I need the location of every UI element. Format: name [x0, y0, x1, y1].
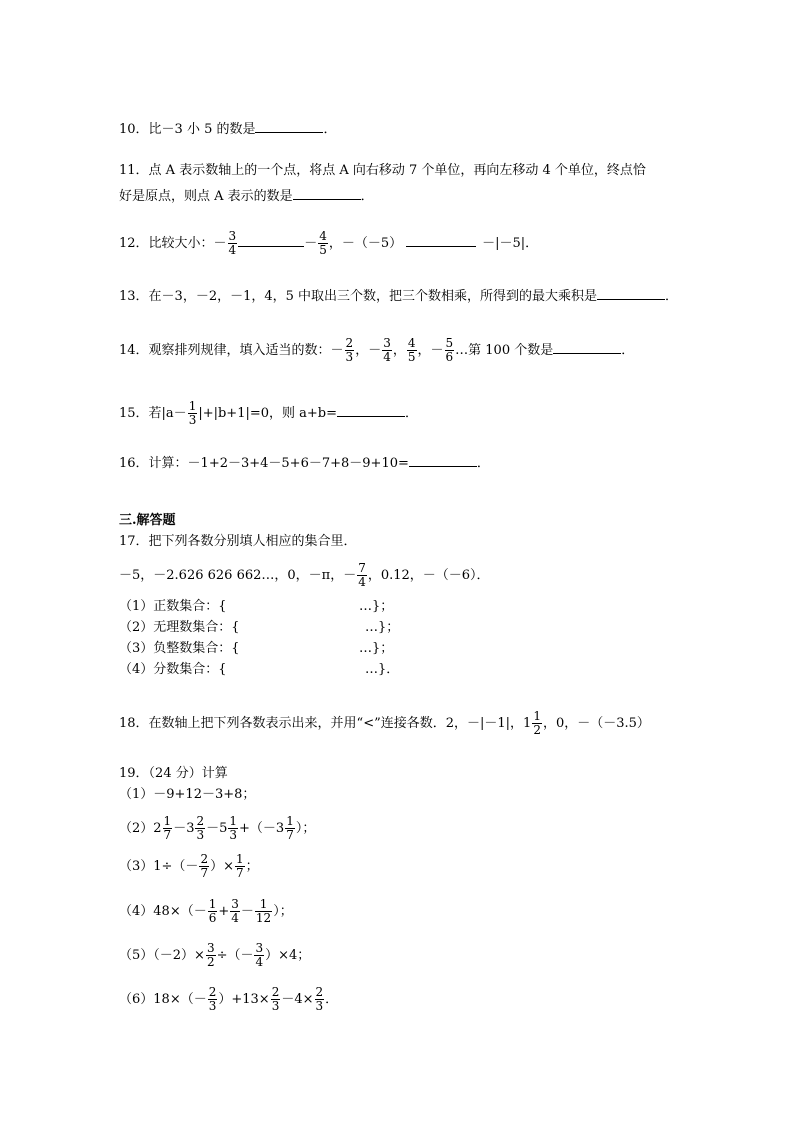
text-segment: －4× — [281, 992, 314, 1007]
question-11-line1: 11．点 A 表示数轴上的一个点，将点 A 向右移动 7 个单位，再向左移动 4 个单位，终点恰 — [119, 163, 646, 178]
text-segment: ． — [405, 406, 419, 421]
denominator: 3 — [345, 350, 354, 364]
numerator: 2 — [200, 852, 209, 866]
question-15 — [119, 400, 418, 427]
text-segment: －|－5|． — [482, 236, 539, 251]
text-segment: + — [218, 904, 230, 919]
text-segment: （3）1÷（－ — [119, 859, 199, 874]
denominator: 7 — [286, 828, 294, 842]
denominator: 2 — [206, 955, 215, 969]
denominator: 7 — [200, 866, 209, 880]
denominator: 4 — [358, 575, 366, 589]
answer-blank — [553, 339, 621, 354]
question-14 — [119, 337, 634, 364]
fraction — [195, 815, 205, 842]
numerator: 2 — [271, 985, 280, 999]
denominator: 4 — [255, 955, 264, 969]
answer-blank — [293, 185, 361, 200]
question-11-line2 — [119, 185, 374, 206]
question-17-numbers — [119, 562, 490, 589]
text-segment: － — [240, 904, 254, 919]
calc-1: （1）－9+12－3+8； — [119, 787, 256, 802]
numerator: 4 — [319, 229, 327, 243]
text-segment: ，－（－5） — [328, 236, 403, 251]
question-12 — [119, 230, 538, 257]
set-irrational — [119, 619, 399, 637]
answer-blank — [238, 232, 304, 247]
text-segment: ，－ — [355, 343, 382, 358]
denominator: 3 — [188, 413, 197, 427]
denominator: 4 — [231, 911, 239, 925]
numerator: 3 — [206, 941, 215, 955]
section-heading: 三.解答题 — [119, 513, 176, 528]
denominator: 3 — [196, 828, 205, 842]
fraction — [271, 986, 281, 1013]
text-segment: 14．观察排列规律，填入适当的数：－ — [119, 343, 344, 358]
fraction — [199, 853, 209, 880]
numerator: 2 — [196, 814, 205, 828]
numerator: 1 — [188, 399, 197, 413]
denominator: 2 — [533, 723, 541, 737]
text-segment: ÷（－ — [216, 948, 254, 963]
fraction — [228, 230, 238, 257]
text-segment: （4）48×（－ — [119, 904, 207, 919]
calc-2 — [119, 815, 315, 842]
text-segment: 15．若|a－ — [119, 406, 187, 421]
numerator: 3 — [228, 229, 237, 243]
fraction — [285, 815, 295, 842]
text-segment: ）+13× — [218, 992, 270, 1007]
fraction — [228, 815, 238, 842]
denominator: 5 — [407, 350, 416, 364]
fraction — [254, 942, 264, 969]
denominator: 3 — [208, 999, 217, 1013]
numerator: 1 — [533, 709, 541, 723]
text-segment: （6）18×（－ — [119, 992, 207, 1007]
answer-blank — [406, 232, 476, 247]
numerator: 1 — [259, 897, 268, 911]
denominator: 4 — [228, 243, 237, 257]
fraction — [407, 337, 417, 364]
denominator: 6 — [208, 911, 217, 925]
numerator: 3 — [383, 336, 391, 350]
text-segment: …}． — [365, 662, 400, 677]
text-segment: …}； — [365, 620, 400, 635]
numerator: 3 — [231, 897, 239, 911]
numerator: 2 — [345, 336, 354, 350]
numerator: 2 — [208, 985, 217, 999]
denominator: 3 — [229, 828, 238, 842]
set-fraction — [119, 661, 399, 679]
answer-blank — [337, 402, 405, 417]
text-segment: （2）2 — [119, 821, 162, 836]
question-19-title: 19．（24 分）计算 — [119, 766, 228, 781]
numerator: 3 — [255, 941, 264, 955]
fraction — [382, 337, 392, 364]
fraction — [230, 898, 240, 925]
question-17-title: 17．把下列各数分别填人相应的集合里． — [119, 534, 357, 549]
numerator: 7 — [358, 561, 366, 575]
denominator: 3 — [315, 999, 324, 1013]
answer-blank — [255, 118, 323, 133]
numerator: 5 — [445, 336, 454, 350]
text-segment: 12．比较大小：－ — [119, 236, 227, 251]
text-segment: ，－ — [417, 343, 444, 358]
numerator: 2 — [315, 985, 324, 999]
question-10 — [119, 118, 337, 139]
text-segment: ； — [245, 859, 259, 874]
numerator: 1 — [208, 897, 217, 911]
denominator: 3 — [271, 999, 280, 1013]
text-segment: 16．计算：－1+2－3+4－5+6－7+8－9+10= — [119, 456, 409, 471]
text-segment: ． — [476, 456, 490, 471]
calc-3 — [119, 853, 259, 880]
calc-5 — [119, 942, 310, 969]
fraction — [532, 710, 542, 737]
fraction — [255, 898, 272, 925]
fraction — [208, 986, 218, 1013]
numerator: 1 — [286, 814, 294, 828]
text-segment: －5 — [206, 821, 228, 836]
denominator: 5 — [319, 243, 327, 257]
text-segment: …第 100 个数是 — [455, 343, 554, 358]
text-segment: |+|b+1|=0，则 a+b= — [198, 406, 337, 421]
numerator: 4 — [407, 336, 416, 350]
text-segment: ， — [392, 343, 406, 358]
answer-blank — [597, 285, 665, 300]
numerator: 1 — [235, 852, 244, 866]
denominator: 7 — [235, 866, 244, 880]
denominator: 12 — [255, 911, 272, 925]
fraction — [208, 898, 218, 925]
denominator: 4 — [383, 350, 391, 364]
text-segment: ，0.12，－（－6）． — [367, 568, 490, 583]
question-18 — [119, 710, 650, 737]
fraction — [163, 815, 173, 842]
text-segment: 好是原点，则点 A 表示的数是 — [119, 189, 293, 204]
text-segment: 10．比－3 小 5 的数是 — [119, 122, 256, 137]
text-segment: ）×4； — [265, 948, 311, 963]
calc-4 — [119, 898, 293, 925]
text-segment: （5）（－2）× — [119, 948, 205, 963]
fraction — [206, 942, 216, 969]
set-negative-integer — [119, 640, 393, 658]
text-segment: ． — [360, 189, 374, 204]
text-segment: （4）分数集合：{ — [119, 662, 227, 677]
set-positive — [119, 598, 393, 616]
text-segment: +（－3 — [239, 821, 285, 836]
fraction — [357, 562, 367, 589]
text-segment: …}； — [359, 641, 394, 656]
denominator: 7 — [163, 828, 172, 842]
fraction — [315, 986, 325, 1013]
numerator: 1 — [163, 814, 172, 828]
numerator: 1 — [229, 814, 238, 828]
text-segment: （2）无理数集合：{ — [119, 620, 240, 635]
text-segment: ． — [325, 992, 339, 1007]
text-segment: －3 — [173, 821, 195, 836]
text-segment: 13．在－3，－2，－1，4，5 中取出三个数，把三个数相乘，所得到的最大乘积是 — [119, 289, 598, 304]
fraction — [188, 400, 198, 427]
text-segment: …}； — [359, 599, 394, 614]
text-segment: ． — [323, 122, 337, 137]
text-segment: － — [304, 236, 318, 251]
text-segment: ）； — [295, 821, 316, 836]
question-13 — [119, 285, 678, 306]
text-segment: －5，－2.626 626 662…，0，－π，－ — [119, 568, 357, 583]
fraction — [345, 337, 355, 364]
text-segment: ． — [665, 289, 679, 304]
text-segment: （3）负整数集合：{ — [119, 641, 240, 656]
fraction — [445, 337, 455, 364]
calc-6 — [119, 986, 338, 1013]
denominator: 6 — [445, 350, 454, 364]
text-segment: 18．在数轴上把下列各数表示出来，并用“<”连接各数．2，－|－1|，1 — [119, 716, 532, 731]
answer-blank — [409, 452, 477, 467]
fraction — [318, 230, 328, 257]
fraction — [235, 853, 245, 880]
text-segment: ）× — [210, 859, 234, 874]
question-16 — [119, 452, 490, 473]
text-segment: ，0，－（－3.5） — [542, 716, 650, 731]
text-segment: （1）正数集合：{ — [119, 599, 227, 614]
text-segment: ． — [621, 343, 635, 358]
text-segment: ）； — [273, 904, 293, 919]
